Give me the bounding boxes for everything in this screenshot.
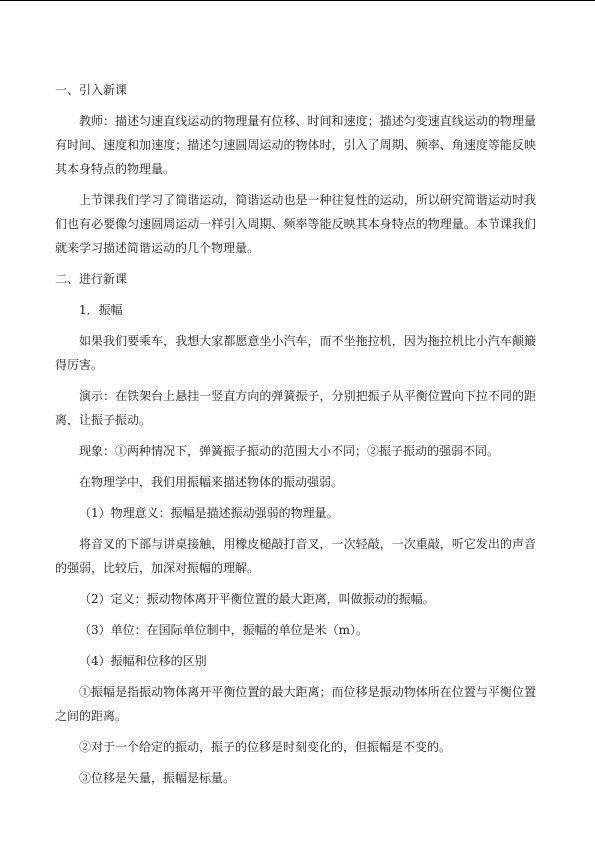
paragraph-teacher: 教师：描述匀速直线运动的物理量有位移、时间和速度；描述匀变速直线运动的物理量有时间、速度和加速度；描述匀速圆周运动的物体时，引入了周期、频率、角速度等能反映其本身特点的物理量。 bbox=[55, 114, 536, 176]
paragraph-tuning-fork: 将音叉的下部与讲桌接触，用橡皮槌敲打音叉，一次轻敲，一次重敲，听它发出的声音的强弱，比较后，加深对振幅的理解。 bbox=[55, 537, 536, 575]
section-heading-intro: 一、引入新课 bbox=[55, 83, 128, 97]
section-heading-new-lesson: 二、进行新课 bbox=[55, 272, 128, 286]
item-difference-3: ③位移是矢量，振幅是标量。 bbox=[79, 771, 236, 785]
paragraph-phenomenon: 现象：①两种情况下，弹簧振子振动的范围大小不同；②振子振动的强弱不同。 bbox=[79, 444, 500, 458]
page-top-rule bbox=[0, 0, 595, 1]
item-difference-heading: （4）振幅和位移的区别 bbox=[79, 654, 207, 668]
item-definition: （2）定义：振动物体离开平衡位置的最大距离，叫做振动的振幅。 bbox=[79, 592, 435, 606]
paragraph-demo: 演示：在铁架台上悬挂一竖直方向的弹簧振子，分别把振子从平衡位置向下拉不同的距离，让振子振动。 bbox=[55, 389, 536, 427]
item-difference-1: ①振幅是指振动物体离开平衡位置的最大距离；而位移是振动物体所在位置与平衡位置之间的距离。 bbox=[55, 685, 536, 723]
item-difference-2: ②对于一个给定的振动，振子的位移是时刻变化的，但振幅是不变的。 bbox=[79, 740, 452, 754]
item-unit: （3）单位：在国际单位制中，振幅的单位是米（m）。 bbox=[79, 623, 369, 637]
document-body bbox=[55, 78, 536, 797]
paragraph-amplitude-intro: 在物理学中，我们用振幅来描述物体的振动强弱。 bbox=[79, 475, 344, 489]
subheading-amplitude: 1．振幅 bbox=[79, 303, 123, 317]
paragraph-last-lesson: 上节课我们学习了简谐运动，简谐运动也是一种往复性的运动，所以研究简谐运动时我们也有必要像匀速圆周运动一样引入周期、频率等能反映其本身特点的物理量。本节课我们就来学习描述简谐运动的几个物理量。 bbox=[55, 193, 536, 255]
paragraph-car-example: 如果我们要乘车，我想大家都愿意坐小汽车，而不坐拖拉机，因为拖拉机比小汽车颠簸得厉害。 bbox=[55, 334, 536, 372]
item-physical-meaning: （1）物理意义：振幅是描述振动强弱的物理量。 bbox=[79, 506, 339, 520]
